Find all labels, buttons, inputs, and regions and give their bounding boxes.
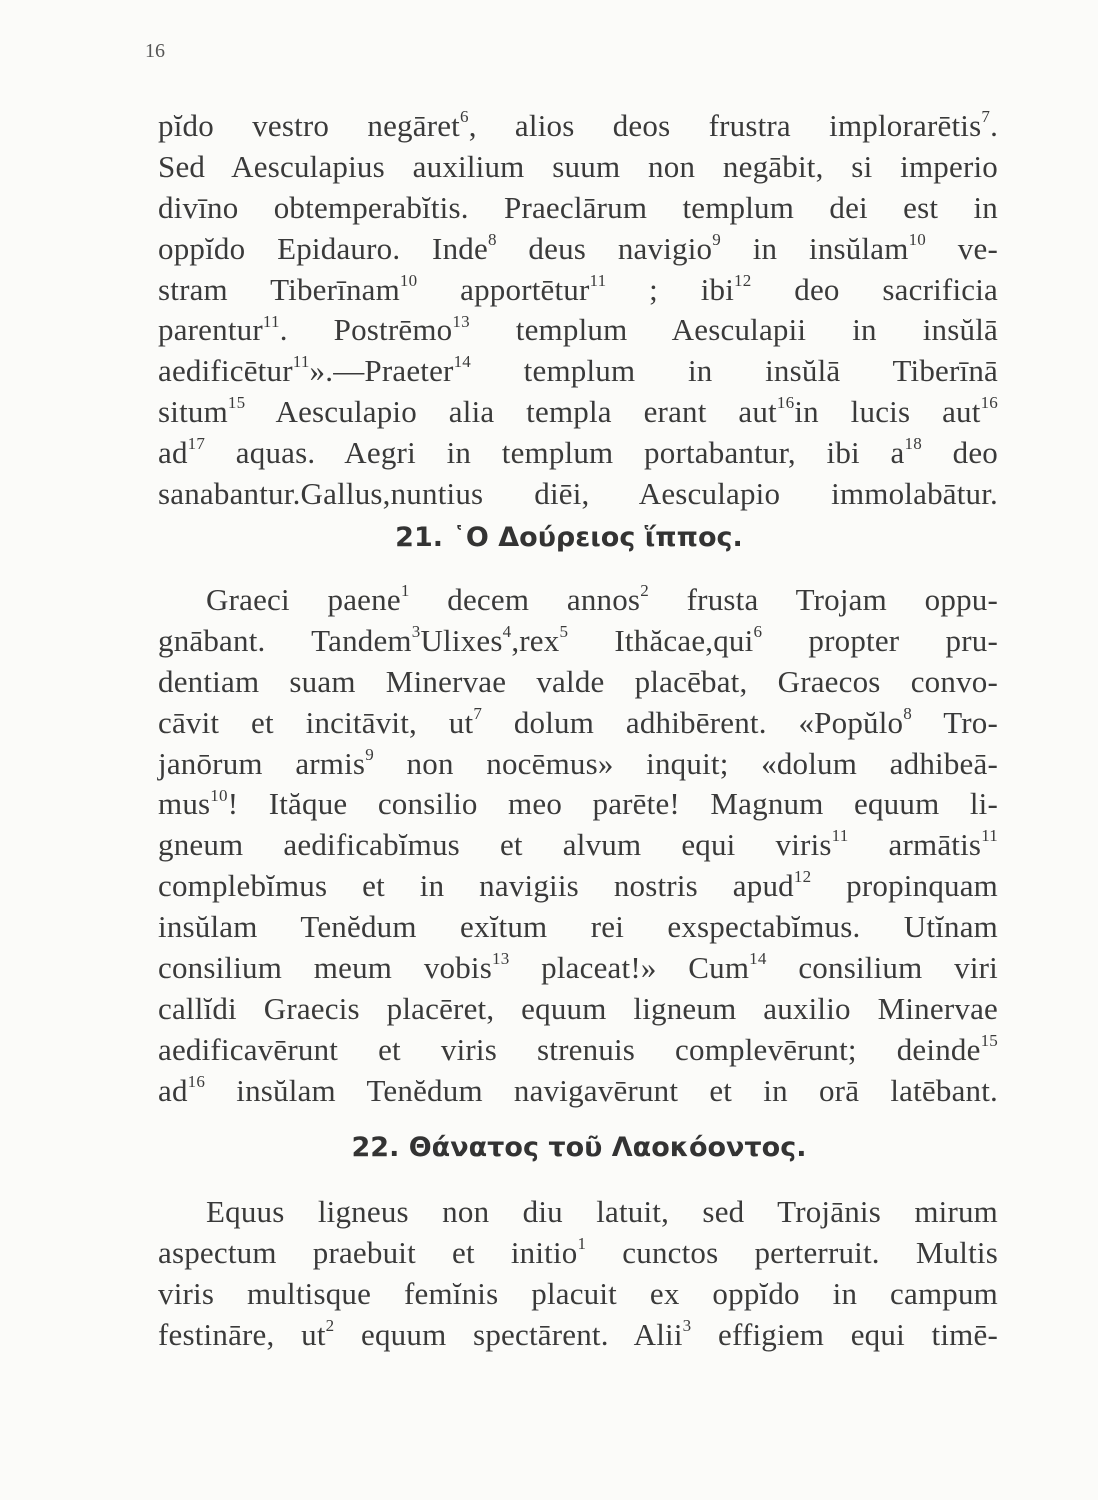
text-line: Graeci paene$^1$ decem annos$^2$ frusta Trojam oppu- <box>206 581 998 617</box>
text-line: $ad^{17}$ aquas. Aegri in templum portabantur, ibi $a^{18}$ deo <box>158 434 998 471</box>
text-line: dentiam suam Minervae valde placēbat, Graecos convo- <box>158 663 998 699</box>
text-line: sanabantur.Gallus,nuntius diēi, Aesculapio immolabātur. <box>158 476 998 512</box>
section-21-text <box>158 580 998 1112</box>
text-line: aedificavērunt et viris strenuis complevērunt; deinde$^{15}$ <box>158 1030 998 1067</box>
text-line: oppĭdo Epidauro. Inde$^8$ deus navigio$^9$ in insŭlam$^{10}$ ve- <box>158 229 998 266</box>
text-line: pĭdo vestro negāret$^6$, alios deos frustra implorarētis$^7$. <box>158 107 999 143</box>
text-line: Equus ligneus non diu latuit, sed Trojānis mirum <box>206 1194 998 1229</box>
page-number: 16 <box>145 40 165 62</box>
section-22-heading: 22. Θάνατος τοῦ Λαοκόοντος. <box>351 1132 807 1163</box>
text-line: $ad^{16}$ insŭlam Tenĕdum navigavērunt et in orā latēbant. <box>158 1071 998 1108</box>
text-line: mus$^{10}$! Ităque consilio meo parēte! Magnum equum li- <box>158 785 998 822</box>
text-line: complebĭmus et in navigiis nostris apud$^{12}$ propinquam <box>158 867 998 904</box>
text-line: gneum aedificabĭmus et alvum equi viris$^{11}$ armātis$^{11}$ <box>158 826 998 863</box>
text-line: aedificētur$^{11}$».—Praeter$^{14}$ templum in insŭlā Tiberīnā <box>158 352 998 389</box>
text-line: parentur$^{11}$. Postrēmo$^{13}$ templum Aesculapii in insŭlā <box>158 311 998 348</box>
text-line: cāvit et incitāvit, $ut^7$ dolum adhibērent. «Popŭlo$^8$ Tro- <box>158 703 998 740</box>
text-line: aspectum praebuit et initio$^1$ cunctos perterruit. Multis <box>158 1234 998 1270</box>
text-line: divīno obtemperabĭtis. Praeclārum templum dei est in <box>158 189 998 225</box>
section-22-text <box>158 1192 998 1356</box>
text-line: consilium meum vobis$^{13}$ placeat!» Cum$^{14}$ consilium viri <box>158 949 998 986</box>
text-line: insŭlam Tenĕdum exĭtum rei exspectabĭmus. Utĭnam <box>158 909 998 945</box>
section-21-heading: 21. ῾Ο Δούρειος ἵππος. <box>395 522 743 553</box>
text-line: Sed Aesculapius auxilium suum non negābit, si imperio <box>158 148 998 184</box>
text-line: stram Tiberīnam$^{10}$ apportētur$^{11}$ ; ibi$^{12}$ deo sacrificia <box>158 270 998 307</box>
section-20-text <box>158 106 998 515</box>
text-line: situm$^{15}$ Aesculapio alia templa erant aut$^{16}$in lucis aut$^{16}$ <box>158 393 998 430</box>
text-line: callĭdi Graecis placēret, equum ligneum auxilio Minervae <box>158 990 998 1026</box>
text-line: viris multisque femĭnis placuit ex oppĭdo in campum <box>158 1275 998 1311</box>
text-line: festināre, $ut^2$ equum spectārent. Alii$^3$ effigiem equi timē- <box>158 1315 998 1352</box>
text-line: gnābant. Tandem$^3$Ulixes$^4$,rex$^5$ Ithăcae,qui$^6$ propter pru- <box>158 622 998 658</box>
text-line: janōrum armis$^9$ non nocēmus» inquit; «dolum adhibeā- <box>158 744 998 781</box>
